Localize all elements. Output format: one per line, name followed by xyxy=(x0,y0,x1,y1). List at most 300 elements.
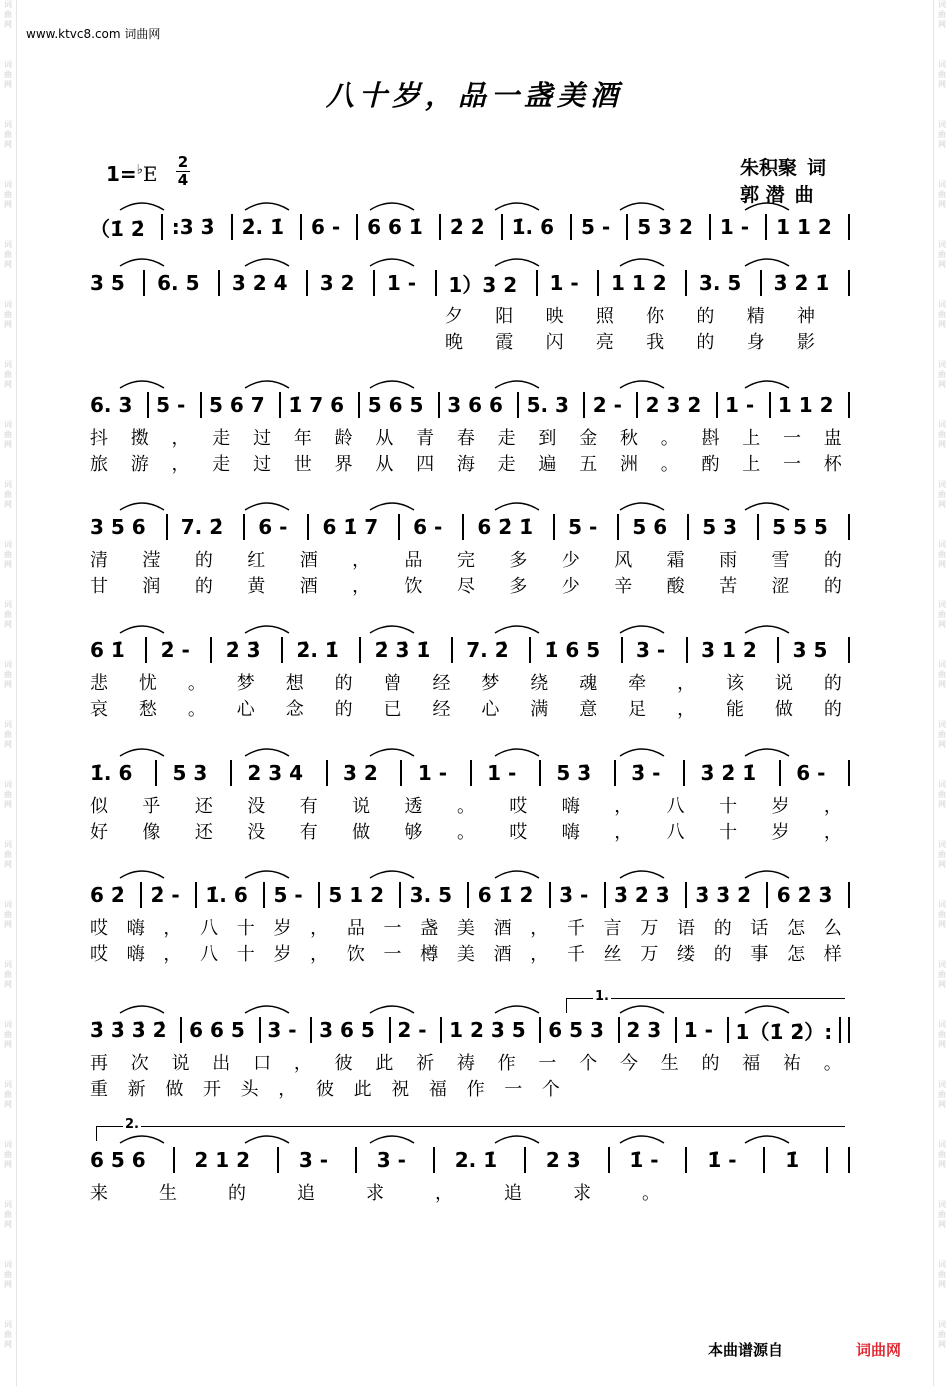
lyricist-credit xyxy=(740,155,826,182)
staff-line-3 xyxy=(90,388,850,422)
margin-watermark-char: 网 xyxy=(938,440,946,449)
margin-watermark-char: 网 xyxy=(938,980,946,989)
lyric-char: 悲 xyxy=(90,673,108,694)
measure: 3̇ - xyxy=(559,883,596,907)
margin-watermark-char: 词 xyxy=(938,60,946,69)
slur xyxy=(120,259,164,266)
margin-watermark-gap xyxy=(934,1170,949,1200)
bar-line xyxy=(359,637,361,663)
margin-watermark-gap xyxy=(0,510,16,540)
margin-watermark-gap xyxy=(934,810,949,840)
margin-watermark-gap xyxy=(0,1110,16,1140)
margin-watermark-char: 曲 xyxy=(938,70,946,79)
lyric-char: 年 xyxy=(293,428,312,449)
lyric-line-2-verse-1 xyxy=(445,302,815,328)
site-url[interactable] xyxy=(26,25,160,42)
lyric-char: 雨 xyxy=(719,550,738,571)
bar-line xyxy=(848,760,850,786)
bar-line xyxy=(399,882,401,908)
measure: 2̇ 2̇ xyxy=(449,215,492,239)
margin-watermark-char: 网 xyxy=(4,140,12,149)
lyric-char: ， xyxy=(163,944,182,965)
lyric-char: 从 xyxy=(375,428,394,449)
lyric-char: 乎 xyxy=(142,796,161,817)
slur-group xyxy=(90,376,850,390)
lyric-char: 八 xyxy=(200,944,219,965)
bar-line xyxy=(281,637,283,663)
margin-watermark-char: 曲 xyxy=(938,850,946,859)
source-site-link[interactable]: 词曲网 xyxy=(856,1341,902,1359)
margin-watermark-char: 词 xyxy=(4,600,12,609)
lyric-char: 开 xyxy=(202,1079,221,1100)
lyric-char: 怎 xyxy=(787,918,806,939)
margin-watermark-char: 词 xyxy=(4,420,12,429)
bar-line xyxy=(462,514,464,540)
lyric-char: 说 xyxy=(352,796,371,817)
measure: 2̇ 3̇ xyxy=(225,638,268,662)
lyric-char: 神 xyxy=(796,306,815,327)
margin-watermark-gap xyxy=(0,1230,16,1260)
measure: 6 6 5 xyxy=(189,1018,252,1042)
margin-watermark-char: 曲 xyxy=(4,10,12,19)
lyric-char: 。 xyxy=(456,796,475,817)
lyric-char: 彼 xyxy=(315,1079,334,1100)
lyric-char: 的 xyxy=(701,1053,720,1074)
lyric-char: 的 xyxy=(823,699,842,720)
lyric-char: 彼 xyxy=(334,1053,353,1074)
slur xyxy=(370,749,414,756)
measure: 3̇ 2̇ 1̇ xyxy=(700,761,764,785)
lyric-char: 黄 xyxy=(247,576,266,597)
lyric-char: 追 xyxy=(504,1183,522,1204)
margin-watermark-char: 网 xyxy=(938,1280,946,1289)
lyric-char: 的 xyxy=(334,699,353,720)
margin-watermark-char: 网 xyxy=(4,920,12,929)
margin-watermark-char: 网 xyxy=(938,920,946,929)
lyric-char: 五 xyxy=(579,454,598,475)
margin-watermark-char: 词 xyxy=(938,1260,946,1269)
margin-watermark-char: 曲 xyxy=(938,970,946,979)
lyric-line-5-verse-1 xyxy=(90,669,842,695)
margin-watermark-gap xyxy=(0,1050,16,1080)
bar-line xyxy=(166,514,168,540)
margin-watermark-char: 曲 xyxy=(938,1210,946,1219)
measure: 1̇ xyxy=(785,1148,807,1172)
lyric-char: 愁 xyxy=(138,699,157,720)
lyric-char: 辛 xyxy=(614,576,633,597)
lyric-char: 的 xyxy=(823,550,842,571)
margin-watermark-gap xyxy=(0,270,16,300)
lyric-char: 么 xyxy=(823,918,842,939)
measure: 6 6 1̇ xyxy=(367,215,430,239)
margin-watermark-char: 词 xyxy=(938,180,946,189)
lyric-char: 语 xyxy=(677,918,695,939)
lyric-char: 尽 xyxy=(456,576,475,597)
measure: 6 5 6 xyxy=(90,1148,153,1172)
bar-line xyxy=(685,270,687,296)
margin-watermark-char: 词 xyxy=(4,0,12,9)
margin-watermark-char: 网 xyxy=(938,80,946,89)
lyric-char: 的 xyxy=(696,306,715,327)
lyric-char: 擞 xyxy=(130,428,149,449)
measure: 2̇ 3̇ 1̇ xyxy=(374,638,438,662)
measure: 2 - xyxy=(397,1018,434,1042)
measure: 3 6 5 xyxy=(319,1018,382,1042)
lyric-char: 影 xyxy=(796,332,815,353)
margin-watermark-char: 词 xyxy=(4,540,12,549)
lyric-line-7-verse-1 xyxy=(90,914,842,940)
bar-line xyxy=(435,270,437,296)
margin-watermark-char: 词 xyxy=(938,1020,946,1029)
margin-watermark-char: 网 xyxy=(4,500,12,509)
lyric-line-8-verse-1 xyxy=(90,1049,842,1075)
margin-watermark-char: 曲 xyxy=(938,490,946,499)
lyric-char: 十 xyxy=(236,918,255,939)
margin-watermark-char: 曲 xyxy=(938,550,946,559)
measure: 1̇ 6 5 xyxy=(544,638,608,662)
measure: 5 6 xyxy=(632,515,675,539)
measure: 3 - xyxy=(636,638,673,662)
slur xyxy=(120,203,164,210)
margin-watermark-char: 词 xyxy=(4,240,12,249)
song-title: 八十岁，品一盏美酒 xyxy=(325,79,623,112)
margin-watermark-char: 曲 xyxy=(4,490,12,499)
lyric-char: 求 xyxy=(366,1183,384,1204)
lyric-char: 一 xyxy=(504,1079,523,1100)
margin-watermark-char: 曲 xyxy=(4,550,12,559)
lyric-char: 金 xyxy=(579,428,598,449)
margin-watermark-char: 曲 xyxy=(4,1090,12,1099)
lyric-char: ， xyxy=(310,918,329,939)
margin-watermark-char: 曲 xyxy=(938,730,946,739)
bar-line xyxy=(608,1147,610,1173)
lyric-char: 走 xyxy=(497,454,516,475)
lyric-char: 梦 xyxy=(236,673,255,694)
margin-watermark-char: 网 xyxy=(4,1280,12,1289)
notation-line xyxy=(90,633,850,667)
measure: 5 3 xyxy=(172,761,215,785)
margin-watermark-gap xyxy=(0,810,16,840)
measure: 3̇ 2̇ 1̇ xyxy=(773,271,837,295)
measure: 1̇. 6 xyxy=(205,883,255,907)
margin-watermark-char: 词 xyxy=(4,720,12,729)
measure: 3 - xyxy=(267,1018,304,1042)
lyric-char: 好 xyxy=(90,822,108,843)
measure: 1 2 3 5 xyxy=(449,1018,533,1042)
lyric-char: 霞 xyxy=(495,332,514,353)
measure: 3 6 6 xyxy=(447,393,510,417)
lyric-char: 有 xyxy=(299,796,318,817)
bar-line xyxy=(618,1017,620,1043)
lyric-char: 次 xyxy=(130,1053,149,1074)
staff-line-9 xyxy=(90,1143,850,1177)
lyric-char: 哎 xyxy=(90,918,108,939)
margin-watermark-char: 曲 xyxy=(938,10,946,19)
margin-watermark-char: 曲 xyxy=(938,370,946,379)
margin-watermark-char: 网 xyxy=(938,620,946,629)
margin-watermark-char: 曲 xyxy=(4,70,12,79)
margin-watermark-char: 曲 xyxy=(4,970,12,979)
lyric-char: 亮 xyxy=(595,332,614,353)
lyric-char: 口 xyxy=(253,1053,272,1074)
margin-watermark-char: 网 xyxy=(4,740,12,749)
lyric-char: 风 xyxy=(614,550,633,571)
margin-watermark-char: 词 xyxy=(938,1080,946,1089)
margin-watermark-char: 词 xyxy=(4,300,12,309)
meter-bottom: 4 xyxy=(177,171,189,189)
lyric-char: 的 xyxy=(823,576,842,597)
margin-watermark-gap xyxy=(0,30,16,60)
lyric-char: 能 xyxy=(725,699,744,720)
lyric-line-5-verse-2 xyxy=(90,695,842,721)
bar-line xyxy=(536,270,538,296)
lyric-char: 阳 xyxy=(495,306,514,327)
lyric-char: 哎 xyxy=(509,796,528,817)
measure: 2 1 2 xyxy=(194,1148,258,1172)
margin-watermark-gap xyxy=(934,690,949,720)
margin-watermark-char: 曲 xyxy=(4,370,12,379)
margin-watermark-gap xyxy=(0,930,16,960)
bar-line xyxy=(848,882,850,908)
bar-line xyxy=(307,514,309,540)
margin-watermark-char: 曲 xyxy=(938,1090,946,1099)
left-margin-watermark xyxy=(0,0,17,1386)
measure: 3̇ 2̇ 3̇ xyxy=(613,883,677,907)
bar-line xyxy=(597,270,599,296)
lyric-char: 杯 xyxy=(823,454,842,475)
lyric-char: 樽 xyxy=(420,944,439,965)
bar-line xyxy=(400,760,402,786)
lyric-line-7-verse-2 xyxy=(90,940,842,966)
slur xyxy=(620,203,664,210)
bar-line xyxy=(517,392,519,418)
meter-top: 2 xyxy=(177,153,189,171)
lyric-char: 丝 xyxy=(603,944,622,965)
margin-watermark-char: 词 xyxy=(4,1320,12,1329)
slur xyxy=(120,1006,164,1013)
measure: 5 - xyxy=(156,393,193,417)
lyric-char: 晚 xyxy=(445,332,463,353)
lyricist-role: 词 xyxy=(807,157,827,179)
bar-line xyxy=(318,882,320,908)
measure: 6 2̇ xyxy=(90,883,132,907)
lyric-char: 少 xyxy=(561,576,580,597)
lyric-char: 的 xyxy=(713,944,732,965)
lyric-char: ， xyxy=(530,944,549,965)
margin-watermark-char: 网 xyxy=(4,200,12,209)
margin-watermark-gap xyxy=(0,150,16,180)
measure: 6 - xyxy=(310,215,348,239)
margin-watermark-char: 曲 xyxy=(938,1150,946,1159)
slur xyxy=(370,626,414,633)
lyric-char: 八 xyxy=(666,796,685,817)
margin-watermark-char: 词 xyxy=(4,360,12,369)
bar-line xyxy=(626,214,628,240)
slur-group xyxy=(90,498,850,512)
measure: 1̇. 6 xyxy=(90,761,140,785)
bar-line xyxy=(848,514,850,540)
slur xyxy=(120,503,164,510)
bar-line xyxy=(373,270,375,296)
margin-watermark-gap xyxy=(934,930,949,960)
bar-line xyxy=(621,637,623,663)
slur xyxy=(745,259,789,266)
bar-line xyxy=(848,392,850,418)
margin-watermark-gap xyxy=(934,870,949,900)
bar-line xyxy=(501,214,503,240)
lyric-char: 清 xyxy=(90,550,108,571)
lyric-char: 精 xyxy=(746,306,765,327)
measure: 3 5 xyxy=(90,271,132,295)
margin-watermark-char: 词 xyxy=(938,480,946,489)
margin-watermark-char: 词 xyxy=(938,300,946,309)
lyric-char: 酸 xyxy=(666,576,685,597)
lyric-char: ， xyxy=(163,918,182,939)
bar-line xyxy=(848,270,850,296)
bar-line xyxy=(583,392,585,418)
lyric-char: 多 xyxy=(509,550,528,571)
margin-watermark-char: 网 xyxy=(938,800,946,809)
margin-watermark-char: 曲 xyxy=(4,1330,12,1339)
lyric-char: 洲 xyxy=(619,454,638,475)
lyric-char: 的 xyxy=(334,673,353,694)
bar-line xyxy=(636,392,638,418)
lyric-char: 嗨 xyxy=(561,822,580,843)
lyric-char: 个 xyxy=(579,1053,598,1074)
bar-line xyxy=(765,214,767,240)
bar-line xyxy=(763,1147,765,1173)
lyric-char: 盏 xyxy=(420,918,439,939)
measure: 6 1̇ xyxy=(90,638,132,662)
bar-line xyxy=(769,392,771,418)
lyric-line-4-verse-2 xyxy=(90,572,842,598)
margin-watermark-gap xyxy=(934,390,949,420)
lyric-char: ， xyxy=(171,454,190,475)
lyric-char: 该 xyxy=(725,673,744,694)
lyric-char: 霜 xyxy=(666,550,685,571)
bar-line xyxy=(451,637,453,663)
margin-watermark-char: 词 xyxy=(938,120,946,129)
margin-watermark-char: 网 xyxy=(4,440,12,449)
bar-line xyxy=(826,1147,828,1173)
margin-watermark-char: 词 xyxy=(938,960,946,969)
lyric-char: 游 xyxy=(130,454,149,475)
lyric-char: 酒 xyxy=(493,944,512,965)
measure: 6. 3 xyxy=(90,393,140,417)
margin-watermark-char: 词 xyxy=(938,240,946,249)
lyric-char: 没 xyxy=(247,822,266,843)
slur xyxy=(620,749,664,756)
slur xyxy=(620,259,664,266)
second-ending-label: 2. xyxy=(125,1117,139,1132)
slur xyxy=(120,626,164,633)
lyric-char: 一 xyxy=(783,428,802,449)
lyric-char: 再 xyxy=(90,1053,108,1074)
staff-line-7 xyxy=(90,878,850,912)
lyric-char: 的 xyxy=(194,550,213,571)
slur xyxy=(495,381,539,388)
composer-role: 曲 xyxy=(794,184,814,206)
margin-watermark-char: 网 xyxy=(938,1040,946,1049)
margin-watermark-char: 曲 xyxy=(4,730,12,739)
measure: 3 2 xyxy=(343,761,385,785)
lyric-char: 作 xyxy=(497,1053,516,1074)
lyric-char: 头 xyxy=(240,1079,259,1100)
margin-watermark-gap xyxy=(934,210,949,240)
lyric-char: 过 xyxy=(253,428,272,449)
slur xyxy=(495,749,539,756)
margin-watermark-gap xyxy=(934,750,949,780)
margin-watermark-gap xyxy=(0,870,16,900)
slur xyxy=(370,203,414,210)
measure: 6 2̇ 3̇ xyxy=(776,883,840,907)
lyric-char: 哎 xyxy=(90,944,108,965)
staff-line-1 xyxy=(90,210,850,244)
lyric-char: 龄 xyxy=(334,428,353,449)
measure: 7. 2̇ xyxy=(466,638,516,662)
lyric-char: 岁 xyxy=(771,796,790,817)
margin-watermark-char: 曲 xyxy=(4,670,12,679)
lyric-char: 上 xyxy=(742,454,761,475)
slur xyxy=(745,203,789,210)
lyric-char: 做 xyxy=(165,1079,184,1100)
margin-watermark-char: 曲 xyxy=(938,250,946,259)
measure: 1̇. 6 xyxy=(511,215,561,239)
staff-line-4 xyxy=(90,510,850,544)
lyric-char: 一 xyxy=(383,944,402,965)
lyric-char: ， xyxy=(614,796,633,817)
bar-line xyxy=(687,514,689,540)
lyric-char: 少 xyxy=(561,550,580,571)
lyric-line-3-verse-2 xyxy=(90,450,842,476)
notation-line xyxy=(90,388,850,422)
lyric-char: 世 xyxy=(293,454,312,475)
lyric-char: 照 xyxy=(595,306,614,327)
lyric-char: 。 xyxy=(187,699,206,720)
measure: 3 - xyxy=(376,1148,413,1172)
lyric-char: 嗨 xyxy=(126,918,145,939)
margin-watermark-char: 曲 xyxy=(4,250,12,259)
bar-line xyxy=(195,882,197,908)
slur xyxy=(245,203,289,210)
lyric-char: 酒 xyxy=(493,918,512,939)
slur xyxy=(620,503,664,510)
margin-watermark-char: 网 xyxy=(4,1160,12,1169)
measure: 2̇ - xyxy=(150,883,187,907)
margin-watermark-char: 网 xyxy=(938,500,946,509)
lyric-char: 哎 xyxy=(509,822,528,843)
bar-line xyxy=(716,392,718,418)
margin-watermark-gap xyxy=(0,570,16,600)
lyric-line-9-verse-1 xyxy=(90,1179,660,1205)
margin-watermark-char: 曲 xyxy=(938,430,946,439)
measure: 1 1 2 xyxy=(610,271,674,295)
measure: 1 - xyxy=(683,1018,720,1042)
site-url-text: www.ktvc8.com xyxy=(26,27,121,41)
lyric-char: 酌 xyxy=(701,454,720,475)
lyric-char: 已 xyxy=(383,699,402,720)
bar-line xyxy=(470,760,472,786)
slur xyxy=(495,1006,539,1013)
second-ending-bracket xyxy=(96,1117,845,1141)
lyric-char: 红 xyxy=(247,550,266,571)
margin-watermark-gap xyxy=(934,330,949,360)
lyric-char: 福 xyxy=(428,1079,447,1100)
lyric-char: 祷 xyxy=(456,1053,475,1074)
slur xyxy=(245,503,289,510)
lyric-char: 饮 xyxy=(404,576,423,597)
slur-group xyxy=(90,866,850,880)
